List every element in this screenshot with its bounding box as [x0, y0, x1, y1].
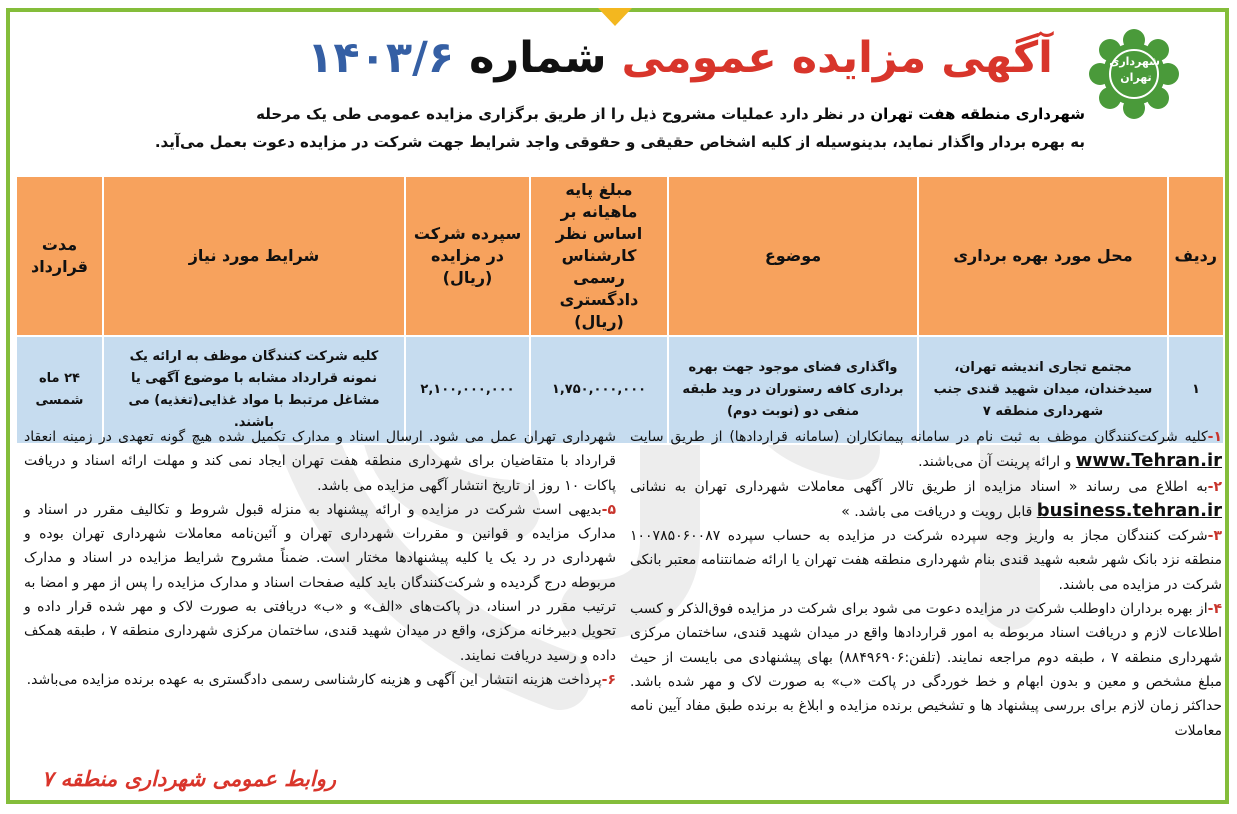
- header-conditions: شرایط مورد نیاز: [103, 176, 405, 336]
- cell-location: مجتمع تجاری اندیشه تهران، سیدخندان، میدان شهید قندی جنب شهرداری منطقه ۷: [918, 336, 1168, 444]
- note-5: [24, 498, 616, 668]
- title-word: شماره: [469, 33, 607, 83]
- logo-text-line1: شهرداری: [1109, 55, 1160, 68]
- note-1-tail: و ارائه پرینت آن می‌باشند.: [918, 454, 1072, 471]
- note-1: [630, 425, 1222, 475]
- note-2: [630, 475, 1222, 525]
- note-1-number: ۱-: [1207, 429, 1222, 445]
- cell-conditions: کلیه شرکت کنندگان موظف به ارائه یک نمونه قرارداد مشابه با موضوع آگهی یا مشاغل مرتبط با مواد غذایی(تغذیه) می باشند.: [103, 336, 405, 444]
- intro-line-1: [40, 100, 1085, 128]
- header-subject: موضوع: [668, 176, 918, 336]
- notes-column-left: [24, 425, 616, 692]
- cell-subject: واگذاری فضای موجود جهت بهره برداری کافه رستوران در وید طبقه منفی دو (نوبت دوم): [668, 336, 918, 444]
- intro-line1-rest: در نظر دارد عملیات مشروح ذیل را از طریق برگزاری مزایده عمومی طی یک مرحله: [256, 105, 871, 123]
- public-relations-signature: روابط عمومی شهرداری منطقه ۷: [41, 767, 336, 791]
- note-2-tail: قابل رویت و دریافت می باشد. »: [841, 503, 1033, 520]
- tehran-website-link[interactable]: www.Tehran.ir: [1075, 450, 1222, 472]
- note-4-text: از بهره برداران داوطلب شرکت در مزایده دعوت می شود برای شرکت در مزایده فوق‌الذکر و کسب اطلاعات لازم و دریافت اسناد مربوطه به امور قراردادها واقع در میدان شهید قندی، ساختمان مرکزی شهرداری منطقه ۷ ، طبقه دوم مراجعه نمایند. (تلفن:۸۸۴۹۶۹۰۶) بهای پیشنهادی می بایست از حیث مبلغ مشخص و معین و بدون ابهام و خط خوردگی در پاکت «ب» به صورت لاک و مهر شده باشد. حداکثر زمان لازم برای بررسی پیشنهاد ها و تشخیص برنده مزایده و ابلاغ به برنده طبق مفاد آیین نامه معاملات: [630, 601, 1222, 739]
- cell-base-price: ۱,۷۵۰,۰۰۰,۰۰۰: [530, 336, 668, 444]
- intro-paragraph: [40, 100, 1085, 156]
- intro-line-2: به بهره بردار واگذار نماید، بدینوسیله از کلیه اشخاص حقیقی و حقوقی واجد شرایط جهت شرکت در مزایده دعوت بعمل می‌آید.: [154, 133, 1085, 151]
- note-4-continued: شهرداری تهران عمل می شود. ارسال اسناد و مدارک تکمیل شده هیچ گونه تعهدی در زمینه انعقاد قرارداد با متقاضیان برای شهرداری منطقه هفت تهران ایجاد نمی کند و مهلت ارائه اسناد و دریافت پاکات ۱۰ روز از تاریخ انتشار آگهی مزایده می باشد.: [24, 429, 616, 494]
- note-2-text: به اطلاع می رساند « اسناد مزایده از طریق تالار آگهی معاملات شهرداری تهران به نشانی: [630, 478, 1208, 495]
- title-number: ۱۴۰۳/۶: [307, 33, 455, 83]
- business-website-link[interactable]: business.tehran.ir: [1036, 499, 1222, 521]
- note-3: [630, 524, 1222, 597]
- logo-text-line2: تهران: [1120, 71, 1152, 84]
- notes-column-right: [630, 425, 1222, 743]
- cell-row-no: ۱: [1168, 336, 1224, 444]
- note-6-number: ۶-: [601, 671, 616, 688]
- title-main: آگهی مزایده عمومی: [621, 33, 1053, 83]
- header-deposit: سپرده شرکت در مزایده (ریال): [405, 176, 530, 336]
- intro-bold-prefix: شهرداری منطقه هفت تهران: [870, 105, 1085, 123]
- auction-table: [15, 175, 1225, 445]
- note-3-text: شرکت کنندگان مجاز به واریز وجه سپرده شرکت در مزایده به حساب سپرده ۱۰۰۷۸۵۰۶۰۰۸۷ منطقه نزد بانک شهر شعبه شهید قندی بنام شهرداری منطقه هفت تهران یا ارائه ضمانتنامه معتبر بانکی شرکت در مزایده می باشند.: [630, 528, 1222, 593]
- note-5-number: ۵-: [601, 501, 616, 518]
- note-5-text: بدیهی است شرکت در مزایده و ارائه پیشنهاد به منزله قبول شروط و تکالیف مقرر در اسناد و مدارک مزایده و قوانین و مقررات شهرداری تهران و آئین‌نامه معاملات شهرداری تهران بوده و شهرداری در رد یک یا کلیه پیشنهادها مختار است. ضمناً مشروح شرایط مزایده در اسناد و مدارک مربوطه درج گردیده و شرکت‌کنندگان باید کلیه صفحات اسناد و مدارک مزایده را پس از مهر و امضا به ترتیب مقرر در اسناد، در پاکت‌های «الف» و «ب» دریافتی به صورت لاک و مهر شده قرار داده و تحویل دبیرخانه مرکزی، واقع در میدان شهید قندی، ساختمان مرکزی شهرداری منطقه ۷ ، طبقه همکف داده و رسید دریافت نمایند.: [24, 501, 616, 664]
- page-title: [300, 26, 1060, 90]
- note-1-text: کلیه شرکت‌کنندگان موظف به ثبت نام در سامانه پیمانکاران (سامانه قراردادها) از طریق سایت: [630, 429, 1208, 445]
- note-4: [630, 597, 1222, 743]
- header-row-no: ردیف: [1168, 176, 1224, 336]
- note-2-number: ۲-: [1207, 478, 1222, 495]
- header-location: محل مورد بهره برداری: [918, 176, 1168, 336]
- note-6-text: پرداخت هزینه انتشار این آگهی و هزینه کارشناسی رسمی دادگستری به عهده برنده مزایده می‌باشد.: [26, 671, 602, 688]
- note-4-number: ۴-: [1207, 601, 1222, 618]
- cell-duration: ۲۴ ماه شمسی: [16, 336, 103, 444]
- header-base-price: مبلغ پایه ماهیانه بر اساس نظر کارشناس رسمی دادگستری (ریال): [530, 176, 668, 336]
- header-duration: مدت قرارداد: [16, 176, 103, 336]
- logo-text: [1109, 54, 1160, 86]
- table-header-row: [16, 176, 1224, 336]
- note-6: [24, 668, 616, 692]
- top-triangle-marker: [598, 8, 632, 26]
- cell-deposit: ۲,۱۰۰,۰۰۰,۰۰۰: [405, 336, 530, 444]
- note-3-number: ۳-: [1207, 528, 1222, 545]
